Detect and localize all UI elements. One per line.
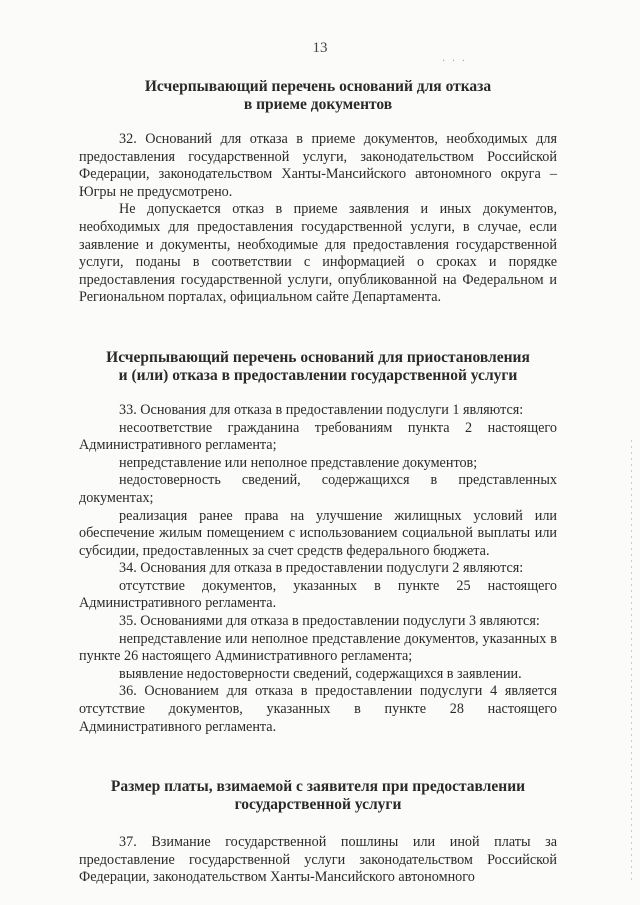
- section-fee: [79, 778, 557, 887]
- paragraph: Не допускается отказ в приеме заявления и иных документов, необходимых для предоставления государственной услуги, в случае, если заявление и документы, необходимые для предоставления государственной услуги, поданы в соответствии с информацией о сроках и порядке предоставления государственной услуги, опубликованной на Федеральном и Региональном порталах, официальном сайте Департамента.: [79, 201, 557, 306]
- heading-line: государственной услуги: [234, 796, 402, 814]
- paragraph-34: 34. Основания для отказа в предоставлении подуслуги 2 являются:: [119, 560, 524, 577]
- heading-line: в приеме документов: [243, 96, 393, 113]
- paragraph: реализация ранее права на улучшение жилищных условий или обеспечение жилым помещением с использованием социальной выплаты или субсидии, предоставленных за счет средств федерального бюджета.: [79, 507, 557, 559]
- paragraph-37: 37. Взимание государственной пошлины или иной платы за предоставление государственной услуги законодательством Российской Федерации, законодательством Ханты-Мансийского автономного: [79, 834, 557, 886]
- paragraph: непредставление или неполное представление документов;: [119, 454, 478, 471]
- heading-line: Исчерпывающий перечень оснований для отказа: [144, 78, 492, 95]
- paragraph-32: 32. Оснований для отказа в приеме документов, необходимых для предоставления государственной услуги, законодательством Российской Федерации, законодательством Ханты-Мансийского автономного округа – Югры не предусмотрено.: [79, 131, 557, 200]
- page-number: 13: [312, 40, 328, 56]
- paragraph: непредставление или неполное представление документов, указанных в пункте 26 настоящего Административного регламента;: [79, 630, 557, 665]
- section-heading: [79, 78, 557, 114]
- heading-line: и (или) отказа в предоставлении государственной услуги: [118, 366, 518, 384]
- paragraph-36: 36. Основанием для отказа в предоставлении подуслуги 4 является отсутствие документов, указанных в пункте 28 настоящего Административного регламента.: [79, 683, 557, 735]
- paragraph: недостоверность сведений, содержащихся в представленных документах;: [79, 472, 557, 506]
- paragraph-35: 35. Основаниями для отказа в предоставлении подуслуги 3 являются:: [119, 613, 540, 630]
- paragraph: несоответствие гражданина требованиям пункта 2 настоящего Административного регламента;: [79, 419, 557, 454]
- section-refusal-acceptance: [79, 78, 557, 307]
- section-heading: [79, 778, 557, 814]
- heading-line: Исчерпывающий перечень оснований для приостановления: [106, 348, 530, 366]
- document-body: [79, 78, 557, 887]
- paragraph: отсутствие документов, указанных в пункте 25 настоящего Административного регламента.: [79, 577, 557, 612]
- heading-line: Размер платы, взимаемой с заявителя при предоставлении: [110, 778, 526, 796]
- scan-edge-line: [631, 440, 632, 880]
- section-refusal-service: [79, 349, 557, 736]
- section-heading: [79, 349, 557, 385]
- paragraph: выявление недостоверности сведений, содержащихся в заявлении.: [119, 665, 522, 682]
- paragraph-33: 33. Основания для отказа в предоставлении подуслуги 1 являются:: [119, 401, 524, 418]
- scan-mark: · · ·: [442, 56, 467, 67]
